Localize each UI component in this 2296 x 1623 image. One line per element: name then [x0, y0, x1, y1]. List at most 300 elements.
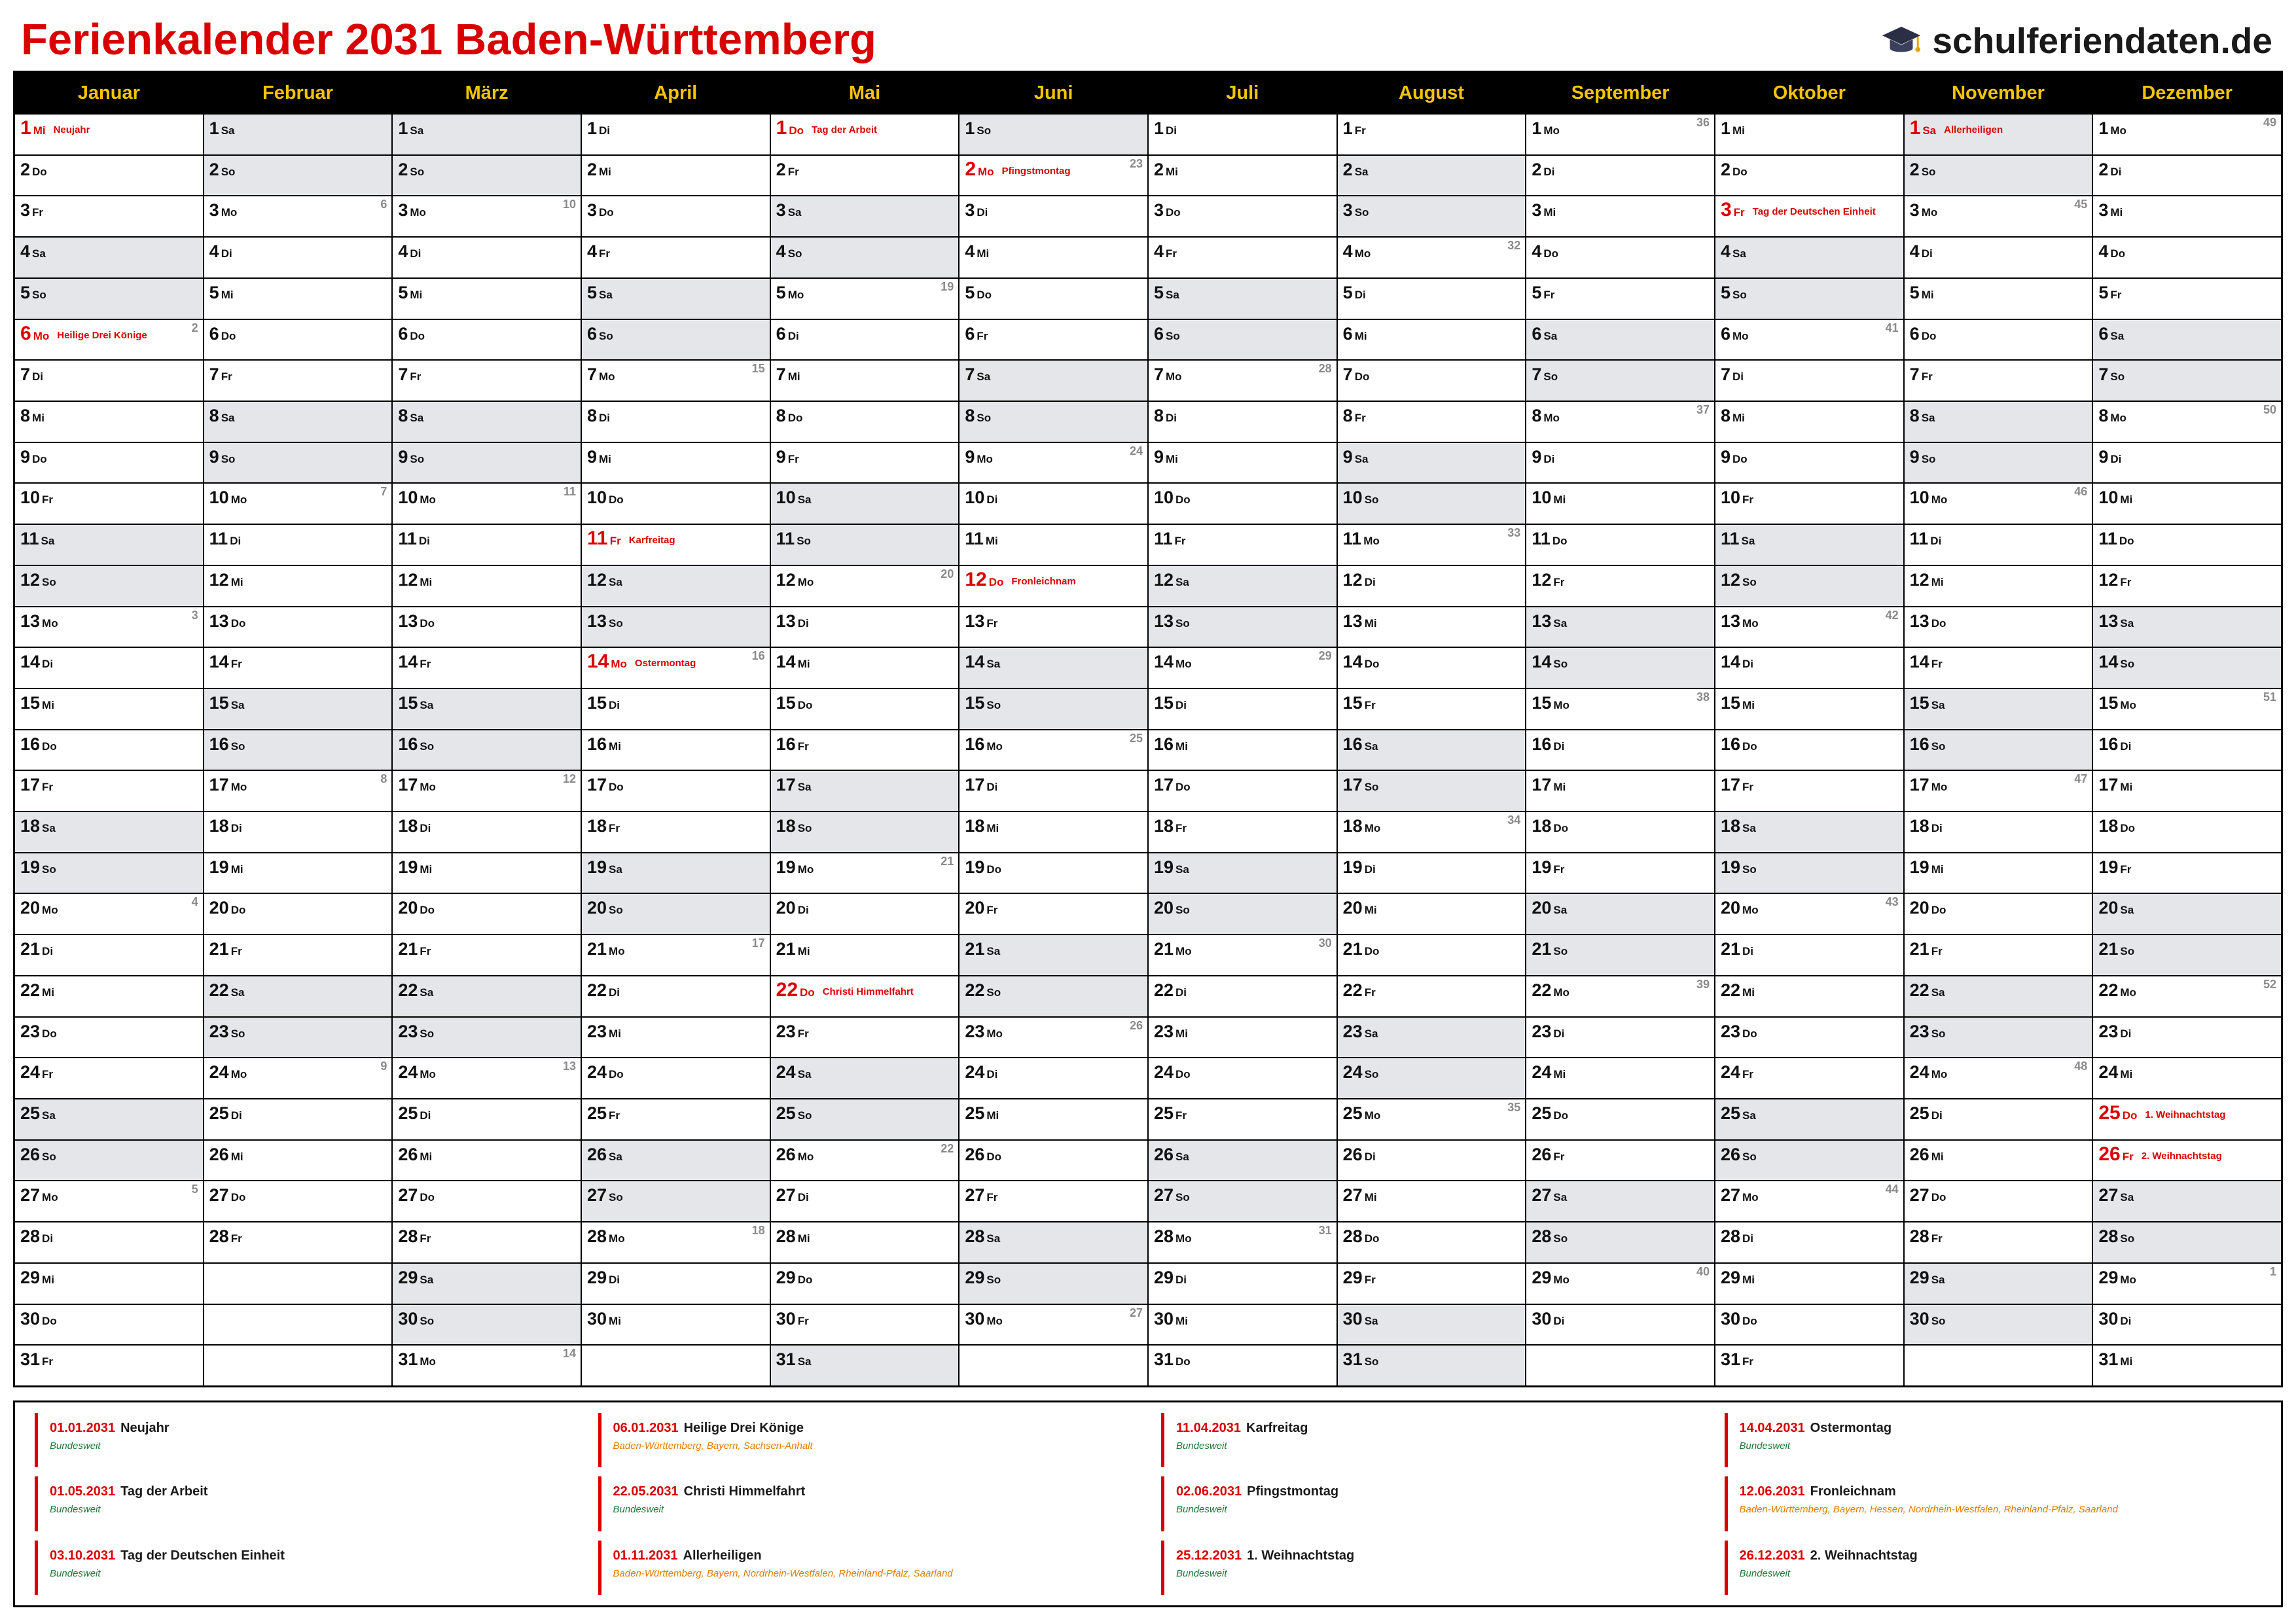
day-number: 23 Fr — [776, 1021, 809, 1041]
day-cell — [1905, 196, 2092, 236]
day-cell — [1715, 1264, 1903, 1304]
weekday-label: Di — [1364, 863, 1376, 876]
weekday-label: So — [221, 452, 236, 465]
weekday-label: So — [1364, 1355, 1379, 1368]
empty-day-cell — [204, 1305, 392, 1345]
day-cell — [1526, 1181, 1714, 1221]
legend-scope: Bundesweit — [1176, 1440, 1227, 1452]
day-cell — [582, 196, 770, 236]
weekday-label: Do — [1732, 165, 1748, 178]
legend-scope: Bundesweit — [1739, 1440, 1791, 1452]
day-number: 8 Di — [1153, 405, 1177, 425]
day-number: 27 So — [586, 1185, 623, 1205]
weekday-label: Mi — [1931, 863, 1944, 876]
weekday-label: Mi — [1175, 1027, 1188, 1040]
day-cell — [582, 566, 770, 606]
day-number: 5 Mo — [776, 282, 804, 302]
day-number: 21 So — [2098, 939, 2135, 959]
weekday-label: Sa — [609, 863, 622, 876]
weekday-label: Mi — [1742, 1273, 1755, 1286]
brand-name: schulferiendaten.de — [1932, 20, 2272, 61]
legend-scope: Baden-Württemberg, Bayern, Nordrhein-Westfalen, Rheinland-Pfalz, Saarland — [613, 1567, 953, 1579]
weekday-label: So — [797, 822, 812, 835]
day-number: 12 Do Fronleichnam — [965, 568, 1076, 590]
day-cell — [1905, 894, 2092, 934]
day-number: 28 Di — [20, 1226, 54, 1247]
legend-holiday-name: Karfreitag — [1246, 1421, 1308, 1435]
day-number: 16 Mi — [1153, 734, 1188, 754]
weekday-label: Mi — [1732, 124, 1745, 137]
day-cell — [2093, 1058, 2281, 1098]
weekday-label: Mo — [2120, 698, 2136, 711]
day-cell — [2093, 402, 2281, 442]
day-cell — [1149, 156, 1336, 196]
day-cell — [1149, 771, 1336, 811]
weekday-label: Di — [1354, 288, 1366, 301]
day-number: 3 Mi — [2098, 200, 2123, 221]
day-number: 17 So — [1342, 775, 1379, 795]
day-cell — [1905, 730, 2092, 770]
day-cell — [1715, 976, 1903, 1016]
day-number: 29 Sa — [398, 1267, 434, 1287]
day-number: 25 Mi — [965, 1103, 999, 1124]
day-cell — [1715, 238, 1903, 277]
week-number: 18 — [751, 1224, 765, 1238]
day-cell — [393, 1141, 581, 1181]
weekday-label: So — [1742, 1150, 1757, 1163]
legend-date: 22.05.2031 — [613, 1484, 679, 1499]
weekday-label: Mi — [42, 698, 54, 711]
day-cell — [1338, 648, 1526, 688]
day-cell — [1338, 1305, 1526, 1345]
weekday-label: Mi — [599, 452, 611, 465]
day-cell — [960, 771, 1147, 811]
day-cell — [393, 771, 581, 811]
day-cell — [960, 1222, 1147, 1262]
weekday-label: So — [797, 1109, 812, 1122]
day-number: 17 Fr — [20, 775, 54, 795]
day-number: 6 Sa — [1532, 323, 1558, 344]
day-cell — [771, 935, 959, 975]
day-number: 25 Do 1. Weihnachtstag — [2098, 1102, 2226, 1124]
weekday-label: Mi — [1553, 781, 1566, 794]
day-number: 3 Do — [586, 200, 614, 221]
day-number: 28 Fr — [398, 1226, 431, 1247]
week-number: 47 — [2074, 772, 2088, 786]
legend-scope: Bundesweit — [613, 1504, 664, 1516]
day-number: 12 Mi — [398, 569, 433, 590]
weekday-label: Di — [1930, 535, 1942, 548]
day-number: 30 Do — [1720, 1308, 1757, 1329]
legend-item — [598, 1476, 1139, 1531]
day-number: 6 So — [586, 323, 613, 344]
empty-day-cell — [582, 1346, 770, 1385]
day-number: 2 Fr — [776, 159, 799, 179]
day-number: 1 Mo — [1532, 118, 1560, 138]
weekday-label: So — [410, 165, 425, 178]
day-cell — [1715, 361, 1903, 401]
weekday-label: Mo — [609, 1232, 625, 1245]
day-number: 19 Mo — [776, 857, 814, 877]
day-cell — [1338, 689, 1526, 729]
weekday-label: Di — [787, 329, 799, 342]
weekday-label: Do — [1175, 1068, 1191, 1081]
weekday-label: Fr — [1931, 658, 1943, 671]
day-cell — [204, 607, 392, 647]
day-number: 29 Mi — [1720, 1267, 1755, 1287]
holiday-day-cell — [771, 976, 959, 1016]
day-cell — [393, 730, 581, 770]
day-number: 6 Mo Heilige Drei Könige — [20, 322, 147, 344]
day-number: 7 Do — [1342, 365, 1370, 385]
day-number: 16 So — [209, 734, 245, 754]
legend-item — [1725, 1541, 2266, 1595]
day-number: 13 Mi — [1342, 611, 1377, 631]
weekday-label: Sa — [787, 206, 802, 219]
day-cell — [2093, 771, 2281, 811]
day-cell — [1526, 935, 1714, 975]
weekday-label: So — [986, 1273, 1001, 1286]
day-number: 26 Di — [1342, 1144, 1376, 1164]
day-cell — [204, 443, 392, 483]
day-cell — [393, 1305, 581, 1345]
brand-logo[interactable] — [1881, 14, 2272, 67]
day-cell — [393, 156, 581, 196]
weekday-label: So — [986, 986, 1001, 999]
day-cell — [393, 935, 581, 975]
day-cell — [1905, 238, 2092, 277]
day-number: 25 Di — [398, 1103, 431, 1124]
weekday-label: Mo — [42, 904, 58, 917]
weekday-label: Fr — [2120, 575, 2132, 588]
weekday-label: Sa — [42, 1109, 56, 1122]
day-cell — [393, 115, 581, 154]
day-number: 27 So — [1153, 1185, 1190, 1205]
day-number: 15 Sa — [398, 692, 434, 713]
day-cell — [393, 1181, 581, 1221]
day-cell — [771, 1222, 959, 1262]
day-number: 16 Sa — [1342, 734, 1378, 754]
month-header: März — [393, 73, 581, 113]
day-number: 14 So — [1532, 652, 1568, 672]
weekday-label: Mo — [2110, 124, 2126, 137]
day-cell — [960, 976, 1147, 1016]
day-number: 19 Mi — [1909, 857, 1944, 877]
day-cell — [15, 196, 203, 236]
day-number: 6 So — [1153, 323, 1180, 344]
day-cell — [15, 402, 203, 442]
holiday-name: 2. Weihnachtstag — [2141, 1150, 2222, 1162]
weekday-label: Sa — [2120, 1191, 2134, 1204]
day-cell — [393, 1346, 581, 1385]
day-cell — [2093, 525, 2281, 565]
day-number: 5 Fr — [1532, 282, 1555, 302]
weekday-label: So — [420, 1314, 435, 1327]
legend-item — [1161, 1413, 1702, 1467]
weekday-label: Mo — [42, 616, 58, 630]
day-number: 18 Do — [2098, 816, 2136, 836]
day-number: 13 Fr — [965, 611, 998, 631]
day-cell — [1905, 279, 2092, 319]
day-number: 28 Mo — [1153, 1226, 1192, 1247]
day-number: 4 So — [776, 241, 802, 262]
day-number: 3 Mi — [1532, 200, 1556, 221]
holiday-day-cell — [1715, 196, 1903, 236]
day-cell — [2093, 196, 2281, 236]
day-cell — [2093, 689, 2281, 729]
day-number: 17 Mi — [2098, 775, 2133, 795]
weekday-label: Do — [410, 329, 425, 342]
day-number: 5 Mi — [398, 282, 423, 302]
weekday-label: Mo — [420, 1355, 436, 1368]
week-number: 15 — [751, 362, 765, 376]
weekday-label: Di — [1166, 411, 1177, 424]
day-cell — [1338, 812, 1526, 852]
day-number: 28 Mo — [586, 1226, 625, 1247]
weekday-label: Sa — [1931, 986, 1945, 999]
week-number: 2 — [191, 321, 198, 334]
day-cell — [1715, 1305, 1903, 1345]
day-number: 24 Do — [1153, 1062, 1191, 1082]
day-number: 23 So — [398, 1021, 435, 1041]
day-number: 19 Mi — [209, 857, 243, 877]
weekday-label: Di — [1543, 452, 1555, 465]
day-number: 18 Mo — [1342, 816, 1381, 836]
day-number: 20 Sa — [1532, 898, 1568, 918]
day-number: 13 Di — [776, 611, 809, 631]
day-number: 20 Do — [398, 898, 435, 918]
month-header: April — [582, 73, 770, 113]
weekday-label: So — [1921, 452, 1936, 465]
day-cell — [1715, 484, 1903, 524]
day-cell — [204, 1058, 392, 1098]
holiday-name: Heilige Drei Könige — [57, 329, 147, 341]
day-number: 2 So — [1909, 159, 1936, 179]
day-cell — [582, 689, 770, 729]
day-number: 12 Mi — [209, 569, 243, 590]
weekday-label: Di — [420, 822, 431, 835]
day-number: 18 So — [776, 816, 812, 836]
day-cell — [1715, 279, 1903, 319]
day-cell — [960, 607, 1147, 647]
day-number: 10 Mi — [2098, 488, 2133, 508]
day-cell — [15, 484, 203, 524]
day-number: 17 Mo — [1909, 775, 1948, 795]
weekday-label: So — [1553, 658, 1568, 671]
weekday-label: Do — [1166, 206, 1181, 219]
day-number: 20 Sa — [2098, 898, 2134, 918]
weekday-label: Do — [1931, 904, 1946, 917]
day-number: 7 Mo — [1153, 365, 1182, 385]
day-number: 23 Sa — [1342, 1021, 1378, 1041]
day-number: 25 Sa — [1720, 1103, 1756, 1124]
day-cell — [393, 1222, 581, 1262]
weekday-label: So — [609, 1191, 623, 1204]
day-cell — [393, 320, 581, 360]
day-number: 26 Fr — [1532, 1144, 1565, 1164]
day-cell — [2093, 1018, 2281, 1058]
day-number: 25 Fr — [1153, 1103, 1187, 1124]
day-number: 9 Do — [20, 446, 47, 467]
day-number: 23 Do — [1720, 1021, 1757, 1041]
day-cell — [1149, 484, 1336, 524]
day-cell — [771, 812, 959, 852]
day-number: 2 Do — [20, 159, 47, 179]
day-cell — [2093, 730, 2281, 770]
weekday-label: Mi — [1921, 288, 1934, 301]
day-cell — [393, 607, 581, 647]
month-header: November — [1905, 73, 2092, 113]
holiday-day-cell — [15, 320, 203, 360]
weekday-label: Mo — [1553, 986, 1570, 999]
weekday-label: So — [1931, 740, 1946, 753]
weekday-label: Do — [2122, 1109, 2138, 1122]
weekday-label: Mi — [2110, 206, 2123, 219]
day-number: 11 Di — [398, 529, 430, 549]
day-number: 9 So — [209, 446, 236, 467]
weekday-label: Di — [42, 1232, 54, 1245]
day-cell — [1526, 730, 1714, 770]
day-number: 17 Di — [965, 775, 998, 795]
legend-holiday-name: Heilige Drei Könige — [683, 1421, 804, 1435]
day-cell — [1338, 525, 1526, 565]
empty-day-cell — [204, 1264, 392, 1304]
day-number: 10 Mo — [398, 488, 436, 508]
day-number: 13 Do — [209, 611, 246, 631]
day-cell — [771, 648, 959, 688]
weekday-label: Mi — [797, 945, 810, 958]
weekday-label: Mi — [977, 247, 990, 260]
weekday-label: Di — [230, 822, 242, 835]
week-number: 50 — [2263, 402, 2276, 416]
week-number: 22 — [941, 1141, 954, 1155]
day-cell — [204, 976, 392, 1016]
day-cell — [582, 443, 770, 483]
weekday-label: Mi — [1166, 452, 1178, 465]
day-cell — [1526, 320, 1714, 360]
day-cell — [771, 361, 959, 401]
weekday-label: Mo — [1553, 1273, 1570, 1286]
weekday-label: Di — [1931, 822, 1943, 835]
day-number: 11 Di — [209, 529, 242, 549]
weekday-label: Sa — [1364, 1027, 1378, 1040]
weekday-label: Mi — [1364, 904, 1377, 917]
day-cell — [1905, 935, 2092, 975]
day-cell — [1526, 115, 1714, 154]
day-number: 15 Di — [1153, 692, 1187, 713]
day-number: 1 Mi — [1720, 118, 1745, 138]
day-cell — [771, 402, 959, 442]
day-number: 8 Mi — [20, 405, 45, 425]
day-number: 11 Di — [1909, 529, 1942, 549]
weekday-label: Fr — [1921, 370, 1933, 383]
holiday-day-cell — [960, 156, 1147, 196]
day-number: 7 Di — [1720, 365, 1744, 385]
weekday-label: Di — [1553, 1314, 1565, 1327]
day-number: 24 Mo — [209, 1062, 247, 1082]
day-number: 20 Do — [209, 898, 246, 918]
day-number: 22 Mo — [1532, 980, 1570, 1000]
day-number: 17 Mo — [209, 775, 247, 795]
day-cell — [393, 894, 581, 934]
day-cell — [204, 238, 392, 277]
day-cell — [15, 1222, 203, 1262]
week-number: 28 — [1318, 362, 1332, 376]
week-number: 48 — [2074, 1060, 2088, 1073]
day-number: 10 Mo — [209, 488, 247, 508]
weekday-label: Fr — [1742, 781, 1754, 794]
weekday-label: Fr — [1364, 1273, 1376, 1286]
weekday-label: Sa — [1553, 616, 1568, 630]
day-number: 14 Mo — [1153, 652, 1192, 672]
day-number: 21 Sa — [965, 939, 1001, 959]
legend-item — [35, 1476, 576, 1531]
holiday-day-cell — [960, 566, 1147, 606]
weekday-label: Mi — [1166, 165, 1178, 178]
day-number: 21 Fr — [1909, 939, 1943, 959]
day-cell — [15, 1305, 203, 1345]
weekday-label: Fr — [1174, 535, 1186, 548]
day-cell — [2093, 935, 2281, 975]
day-cell — [204, 730, 392, 770]
day-number: 18 Di — [209, 816, 242, 836]
day-number: 30 Fr — [776, 1308, 809, 1329]
weekday-label: Fr — [797, 740, 809, 753]
month-header: Februar — [204, 73, 392, 113]
day-number: 23 Di — [1532, 1021, 1565, 1041]
weekday-label: So — [1175, 904, 1190, 917]
day-number: 3 Sa — [776, 200, 802, 221]
day-cell — [1526, 238, 1714, 277]
day-number: 27 Di — [776, 1185, 809, 1205]
weekday-label: Di — [599, 411, 611, 424]
week-number: 31 — [1318, 1224, 1332, 1238]
day-cell — [1149, 976, 1336, 1016]
day-cell — [1905, 648, 2092, 688]
day-cell — [204, 935, 392, 975]
day-number: 15 Di — [586, 692, 620, 713]
day-cell — [960, 1058, 1147, 1098]
day-number: 20 So — [586, 898, 623, 918]
day-number: 29 Do — [776, 1267, 813, 1287]
day-number: 7 Mi — [776, 365, 800, 385]
holiday-name: Neujahr — [53, 124, 90, 135]
weekday-label: Mi — [609, 1314, 621, 1327]
day-number: 25 So — [776, 1103, 812, 1124]
week-number: 35 — [1507, 1101, 1521, 1115]
day-number: 10 Do — [586, 488, 624, 508]
day-cell — [2093, 853, 2281, 893]
week-number: 17 — [751, 936, 765, 950]
weekday-label: Sa — [986, 1232, 1001, 1245]
day-number: 10 Mo — [1909, 488, 1948, 508]
day-cell — [771, 525, 959, 565]
day-number: 8 So — [965, 405, 992, 425]
week-number: 41 — [1885, 321, 1899, 334]
day-number: 20 Di — [776, 898, 809, 918]
day-cell — [2093, 156, 2281, 196]
day-number: 23 So — [209, 1021, 245, 1041]
day-cell — [204, 566, 392, 606]
day-number: 2 So — [398, 159, 425, 179]
weekday-label: Fr — [797, 1027, 809, 1040]
day-cell — [582, 238, 770, 277]
day-number: 27 Mo — [1720, 1185, 1759, 1205]
week-number: 8 — [380, 772, 387, 786]
weekday-label: Sa — [1543, 329, 1558, 342]
weekday-label: Fr — [1931, 945, 1943, 958]
weekday-label: So — [986, 698, 1001, 711]
